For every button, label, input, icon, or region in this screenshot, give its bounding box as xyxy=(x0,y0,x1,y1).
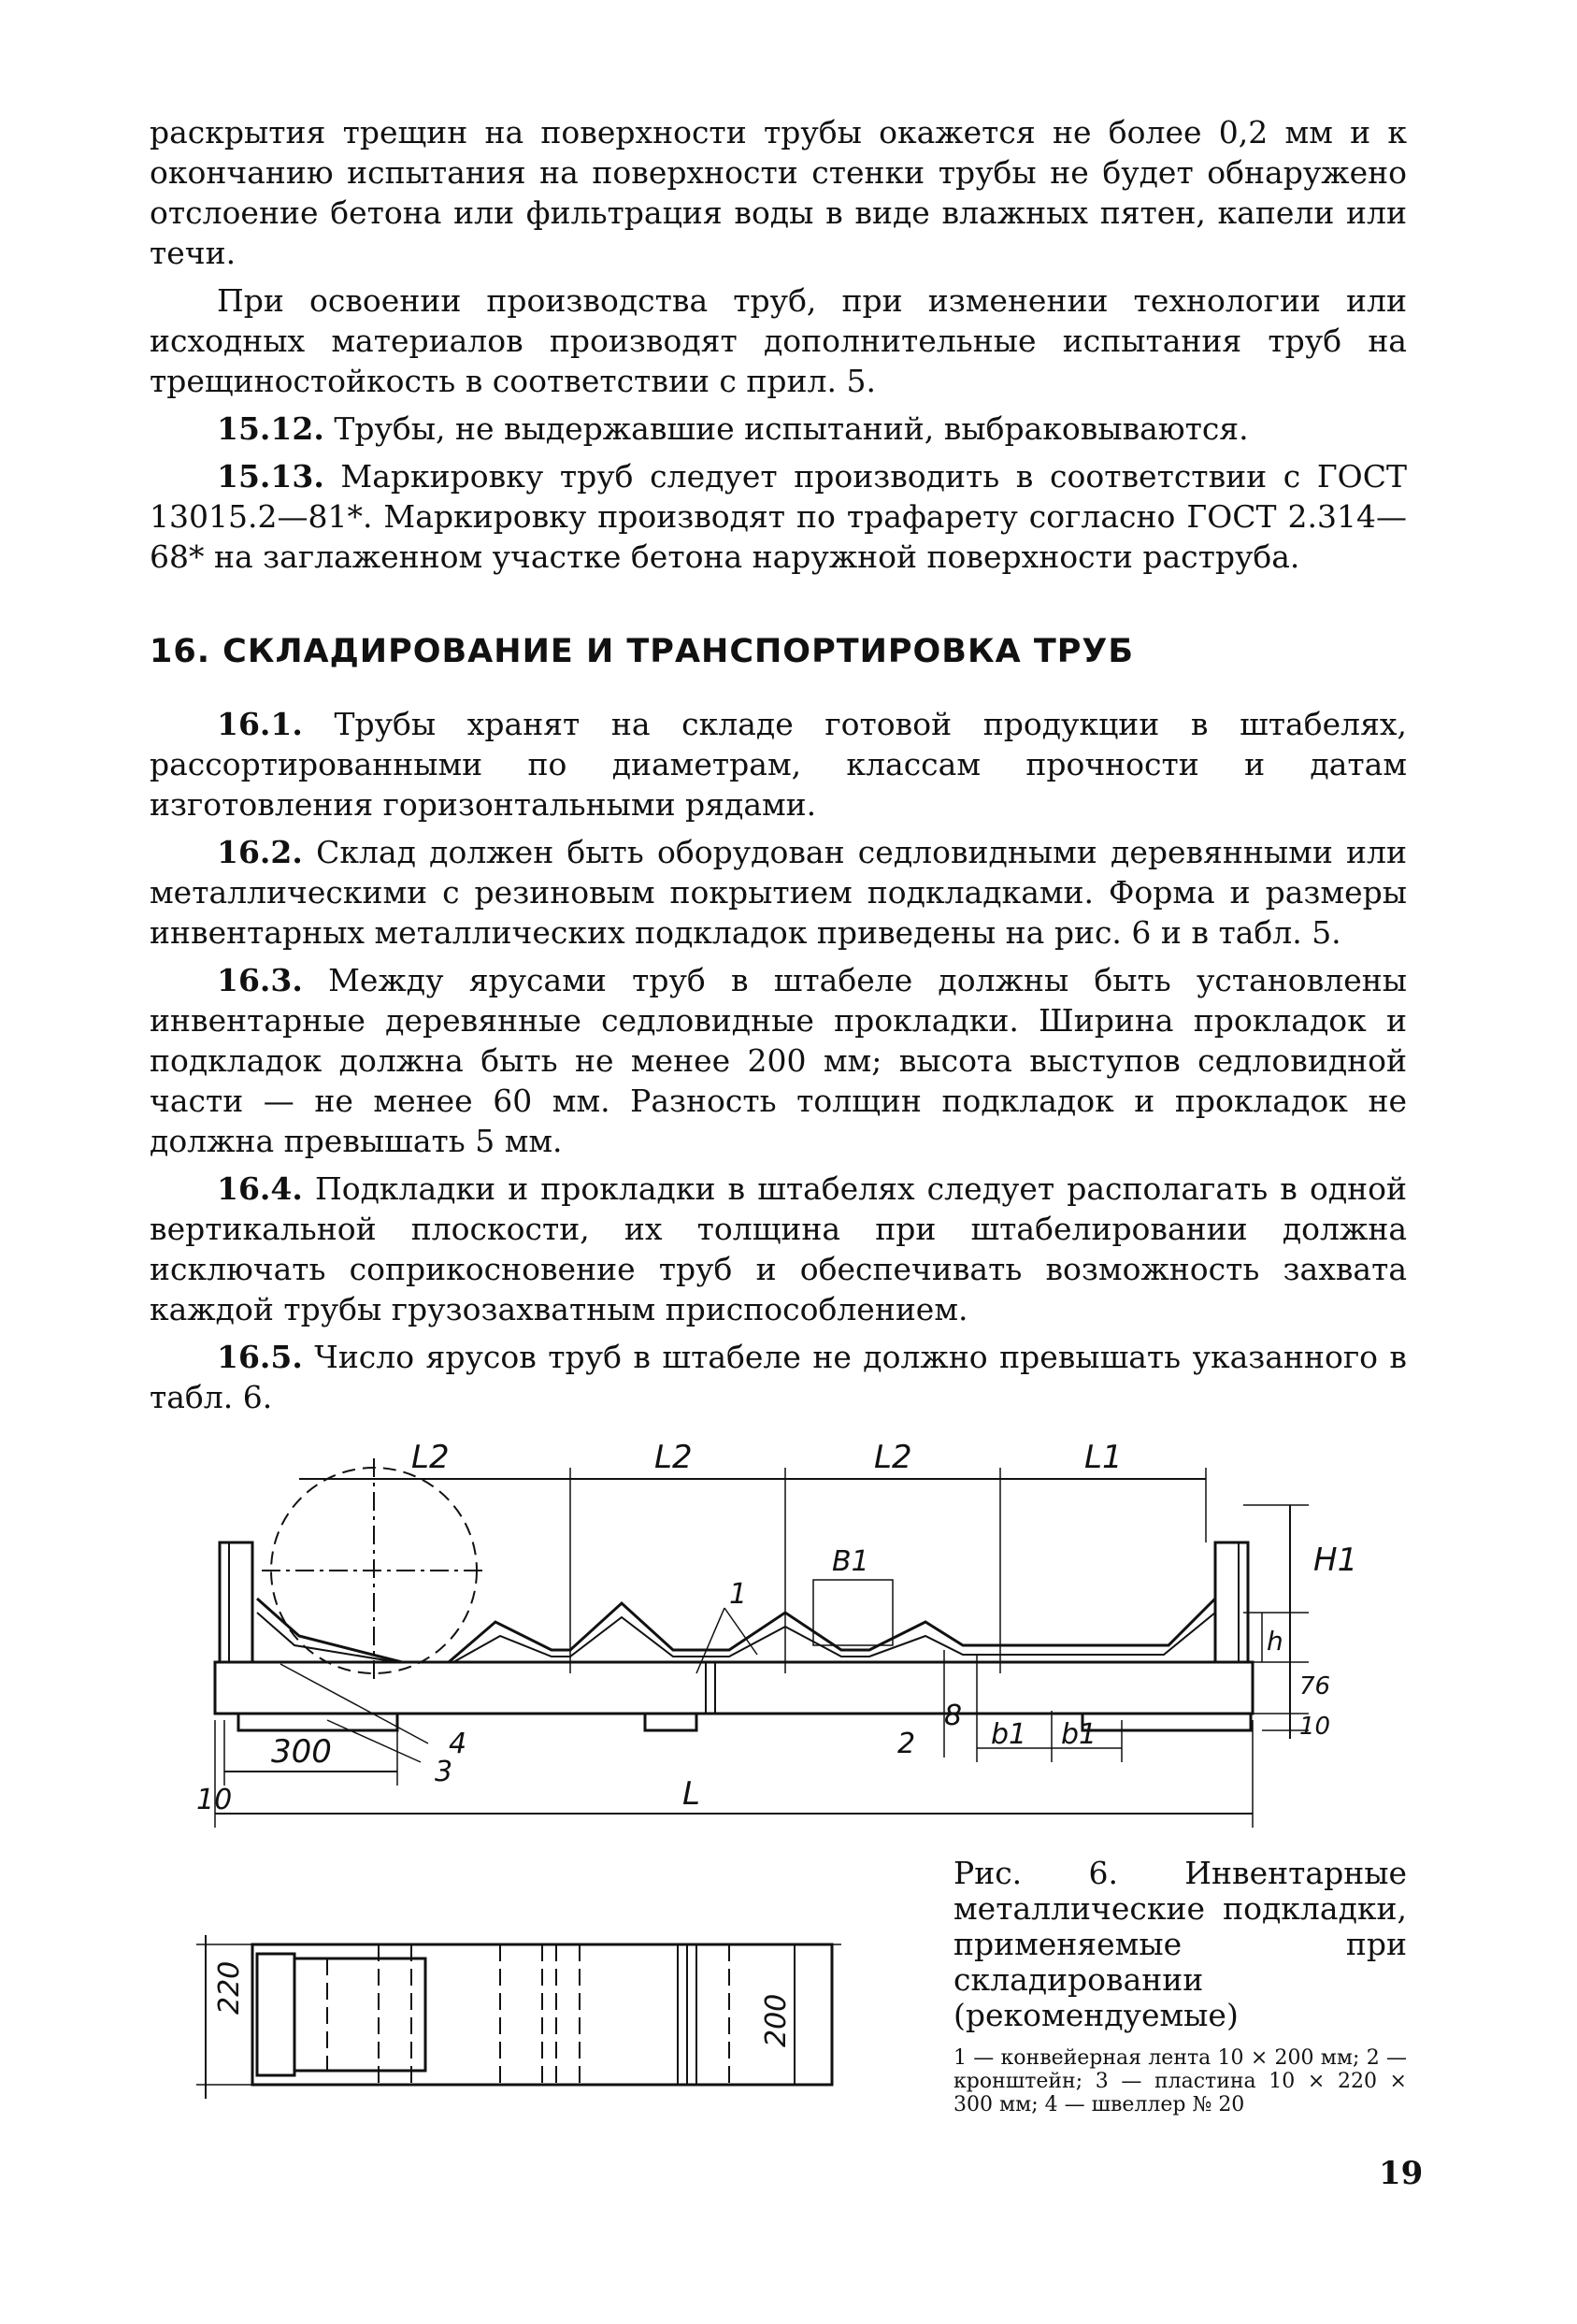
clause-number: 16.5. xyxy=(217,1339,303,1375)
figure-caption xyxy=(953,1856,1407,2116)
figure-plan-view xyxy=(187,1907,916,2122)
dim-label-L1: L1 xyxy=(1084,1439,1123,1476)
paragraph: При освоении производства труб, при изменении технологии или исходных материалов производят дополнительные испытания труб на трещиностойкость в соответствии с прил. 5. xyxy=(150,282,1407,399)
clause-text: Подкладки и прокладки в штабелях следует располагать в одной вертикальной плоскости, их толщина при штабелировании должна исключать соприкосновение труб и обеспечивать возможность захвата каждой трубы грузозахватным приспособлением. xyxy=(150,1170,1407,1327)
caption-title: Рис. 6. Инвентарные металлические подкладки, применяемые при складировании (рекомендуемые) xyxy=(953,1855,1407,2033)
dim-label-220: 220 xyxy=(213,1960,246,2015)
clause-number: 16.4. xyxy=(217,1170,303,1207)
clause-number: 16.2. xyxy=(217,834,303,870)
caption-legend: 1 — конвейерная лента 10 × 200 мм; 2 — кронштейн; 3 — пластина 10 × 220 × 300 мм; 4 — швеллер № 20 xyxy=(953,2046,1407,2116)
clause-text: Трубы хранят на складе готовой продукции в штабелях, рассортированными по диаметрам, классам прочности и датам изготовления горизонтальными рядами. xyxy=(150,706,1407,823)
dim-label-L: L xyxy=(682,1775,700,1813)
dim-label-h: h xyxy=(1267,1626,1283,1657)
dim-label-L2: L2 xyxy=(411,1439,450,1476)
plan-outline xyxy=(252,1944,832,2085)
clause-number: 16.3. xyxy=(217,962,303,998)
base-plate xyxy=(238,1714,397,1730)
paragraph: раскрытия трещин на поверхности трубы окажется не более 0,2 мм и к окончанию испытания на поверхности стенки трубы не будет обнаружено отслоение бетона или фильтрация воды в виде влажных пятен, капели или течи. xyxy=(150,114,1407,271)
dim-label-L2: L2 xyxy=(654,1439,693,1476)
base-channel xyxy=(215,1662,1253,1714)
clause-text: Число ярусов труб в штабеле не должно превышать указанного в табл. 6. xyxy=(150,1339,1407,1415)
paragraph xyxy=(150,409,1407,449)
dim-label-L2: L2 xyxy=(874,1439,912,1476)
callout-3: 3 xyxy=(435,1756,453,1788)
dim-label-10: 10 xyxy=(1299,1713,1331,1741)
dim-label-H1: H1 xyxy=(1313,1542,1358,1579)
figure-side-view xyxy=(187,1439,1358,1851)
section-heading: 16. СКЛАДИРОВАНИЕ И ТРАНСПОРТИРОВКА ТРУБ xyxy=(150,633,1135,670)
dim-label-200: 200 xyxy=(760,1993,793,2047)
callout-1: 1 xyxy=(729,1578,748,1611)
clause-text: Трубы, не выдержавшие испытаний, выбраковываются. xyxy=(323,410,1249,447)
paragraph xyxy=(150,704,1407,825)
paragraph xyxy=(150,456,1407,577)
page-body xyxy=(150,112,1407,1425)
paragraph xyxy=(150,960,1407,1161)
dim-label-10b: 10 xyxy=(196,1784,233,1816)
clause-number: 15.12. xyxy=(217,410,324,447)
paragraph xyxy=(150,1169,1407,1329)
callout-4: 4 xyxy=(449,1728,467,1760)
dim-label-76: 76 xyxy=(1299,1672,1331,1700)
clause-text: Склад должен быть оборудован седловидными деревянными или металлическими с резиновым покрытием подкладками. Форма и размеры инвентарных металлических подкладок приведены на рис. 6 и в табл. 5. xyxy=(150,834,1407,951)
paragraph xyxy=(150,1337,1407,1417)
right-bracket xyxy=(1215,1542,1248,1662)
dim-label-b1: b1 xyxy=(991,1718,1027,1751)
dim-label-b1: b1 xyxy=(1061,1718,1097,1751)
clause-text: Маркировку труб следует производить в соответствии с ГОСТ 13015.2—81*. Маркировку производят по трафарету согласно ГОСТ 2.314—68* на заглаженном участке бетона наружной поверхности раструба. xyxy=(150,458,1407,575)
paragraph xyxy=(150,832,1407,953)
dim-label-300: 300 xyxy=(271,1733,332,1771)
clause-number: 16.1. xyxy=(217,706,303,742)
callout-2: 2 xyxy=(897,1728,916,1760)
clause-number: 15.13. xyxy=(217,458,324,495)
dim-label-B1: B1 xyxy=(832,1545,869,1578)
left-bracket xyxy=(220,1542,252,1662)
clause-text: Между ярусами труб в штабеле должны быть установлены инвентарные деревянные седловидные прокладки. Ширина прокладок и подкладок должна быть не менее 200 мм; высота выступов седловидной части — не менее 60 мм. Разность толщин подкладок и прокладок не должна превышать 5 мм. xyxy=(150,962,1407,1159)
page-number: 19 xyxy=(1379,2155,1424,2192)
callout-8: 8 xyxy=(944,1700,963,1732)
